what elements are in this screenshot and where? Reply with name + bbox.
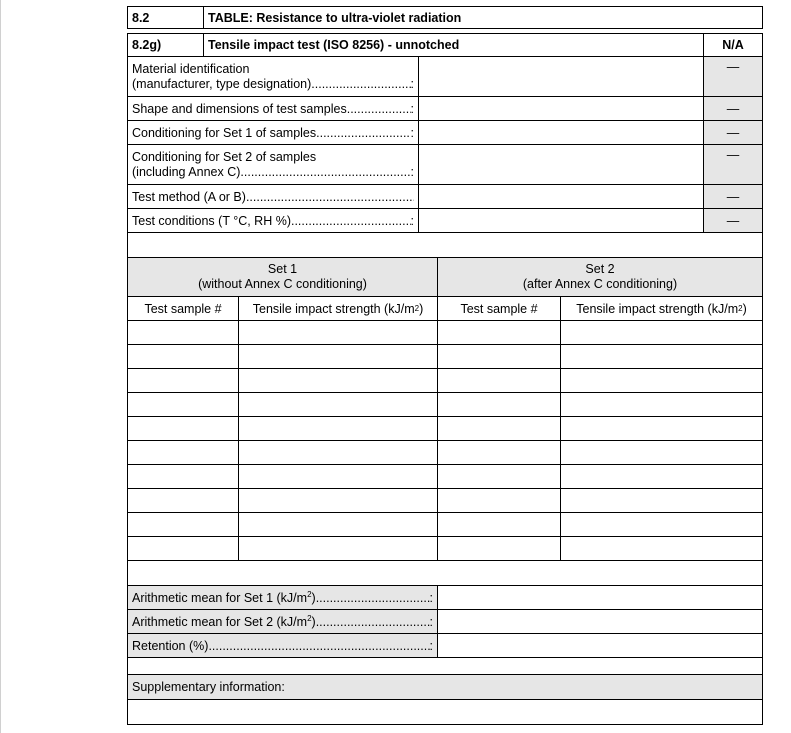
sub-clause-number: 8.2g) [128, 34, 204, 57]
table-cell[interactable] [239, 465, 438, 489]
table-cell[interactable] [128, 417, 239, 441]
sub-clause-verdict: N/A [704, 34, 763, 57]
table-cell[interactable] [561, 321, 763, 345]
table-cell[interactable] [239, 513, 438, 537]
results-section [127, 586, 763, 675]
table-cell[interactable] [239, 489, 438, 513]
table-cell[interactable] [239, 537, 438, 561]
table-cell[interactable] [239, 441, 438, 465]
param-value-test-method[interactable] [419, 185, 704, 209]
sub-clause-title: Tensile impact test (ISO 8256) - unnotched [204, 34, 704, 57]
page-edge-line [0, 0, 1, 733]
report-table [127, 6, 763, 725]
param-label-test-method: Test method (A or B) ..... [128, 185, 419, 209]
table-cell[interactable] [561, 465, 763, 489]
set2-col-sample: Test sample # [438, 297, 561, 321]
param-label-conditioning-set2: Conditioning for Set 2 of samples (including Annex C) ..... : [128, 145, 419, 185]
table-cell[interactable] [128, 321, 239, 345]
supplementary-value[interactable] [128, 700, 763, 725]
table-cell[interactable] [438, 537, 561, 561]
set1-header: Set 1 (without Annex C conditioning) [128, 258, 438, 297]
table-cell[interactable] [239, 369, 438, 393]
retention-value[interactable] [438, 634, 763, 658]
param-verdict-conditioning-set1: — [704, 121, 763, 145]
mean-set1-label: Arithmetic mean for Set 1 $(kJ/m^2)$ ..... : [128, 586, 438, 610]
table-cell[interactable] [239, 393, 438, 417]
table-cell[interactable] [128, 489, 239, 513]
param-verdict-test-method: — [704, 185, 763, 209]
param-verdict-shape: — [704, 97, 763, 121]
table-cell[interactable] [438, 489, 561, 513]
table-cell[interactable] [128, 513, 239, 537]
param-value-conditioning-set2[interactable] [419, 145, 704, 185]
table-cell[interactable] [438, 417, 561, 441]
param-label-conditioning-set1: Conditioning for Set 1 of samples ..... : [128, 121, 419, 145]
table-cell[interactable] [239, 417, 438, 441]
subheader-section [127, 33, 763, 57]
supplementary-label: Supplementary information: [128, 675, 763, 700]
param-verdict-conditioning-set2: — [704, 145, 763, 185]
mean-set2-value[interactable] [438, 610, 763, 634]
blank-row [128, 658, 763, 675]
set1-col-strength: Tensile impact strength (kJ/m 2 ) [239, 297, 438, 321]
table-cell[interactable] [561, 345, 763, 369]
table-cell[interactable] [128, 393, 239, 417]
mean-set1-value[interactable] [438, 586, 763, 610]
set2-col-strength: Tensile impact strength (kJ/m 2 ) [561, 297, 763, 321]
table-cell[interactable] [128, 441, 239, 465]
param-verdict-material: — [704, 57, 763, 97]
table-cell[interactable] [561, 441, 763, 465]
table-cell[interactable] [561, 369, 763, 393]
table-cell[interactable] [239, 345, 438, 369]
param-verdict-test-conditions: — [704, 209, 763, 233]
set1-col-sample: Test sample # [128, 297, 239, 321]
table-cell[interactable] [128, 465, 239, 489]
table-cell[interactable] [561, 489, 763, 513]
param-label-material: Material identification (manufacturer, type designation) ..... : [128, 57, 419, 97]
param-value-conditioning-set1[interactable] [419, 121, 704, 145]
table-cell[interactable] [561, 537, 763, 561]
table-cell[interactable] [561, 417, 763, 441]
params-section [127, 57, 763, 258]
param-label-test-conditions: Test conditions (T °C, RH %) ..... : [128, 209, 419, 233]
table-cell[interactable] [128, 537, 239, 561]
table-cell[interactable] [438, 465, 561, 489]
supplementary-section [127, 675, 763, 725]
table-cell[interactable] [561, 393, 763, 417]
retention-label: Retention (%) ..... : [128, 634, 438, 658]
table-cell[interactable] [438, 345, 561, 369]
mean-set2-label: Arithmetic mean for Set 2 $(kJ/m^2)$ ..... : [128, 610, 438, 634]
table-cell[interactable] [438, 513, 561, 537]
table-cell[interactable] [438, 393, 561, 417]
table-cell[interactable] [128, 345, 239, 369]
clause-number: 8.2 [128, 7, 204, 29]
table-cell[interactable] [128, 369, 239, 393]
param-label-shape: Shape and dimensions of test samples ..... : [128, 97, 419, 121]
table-header-row [127, 6, 763, 29]
table-title: TABLE: Resistance to ultra-violet radiation [204, 7, 763, 29]
blank-row [128, 233, 763, 258]
table-cell[interactable] [561, 513, 763, 537]
table-cell[interactable] [438, 369, 561, 393]
table-cell[interactable] [438, 441, 561, 465]
param-value-material[interactable] [419, 57, 704, 97]
param-value-test-conditions[interactable] [419, 209, 704, 233]
set2-header: Set 2 (after Annex C conditioning) [438, 258, 763, 297]
sets-section [127, 258, 763, 586]
blank-row [128, 561, 763, 586]
table-cell[interactable] [438, 321, 561, 345]
param-value-shape[interactable] [419, 97, 704, 121]
table-cell[interactable] [239, 321, 438, 345]
